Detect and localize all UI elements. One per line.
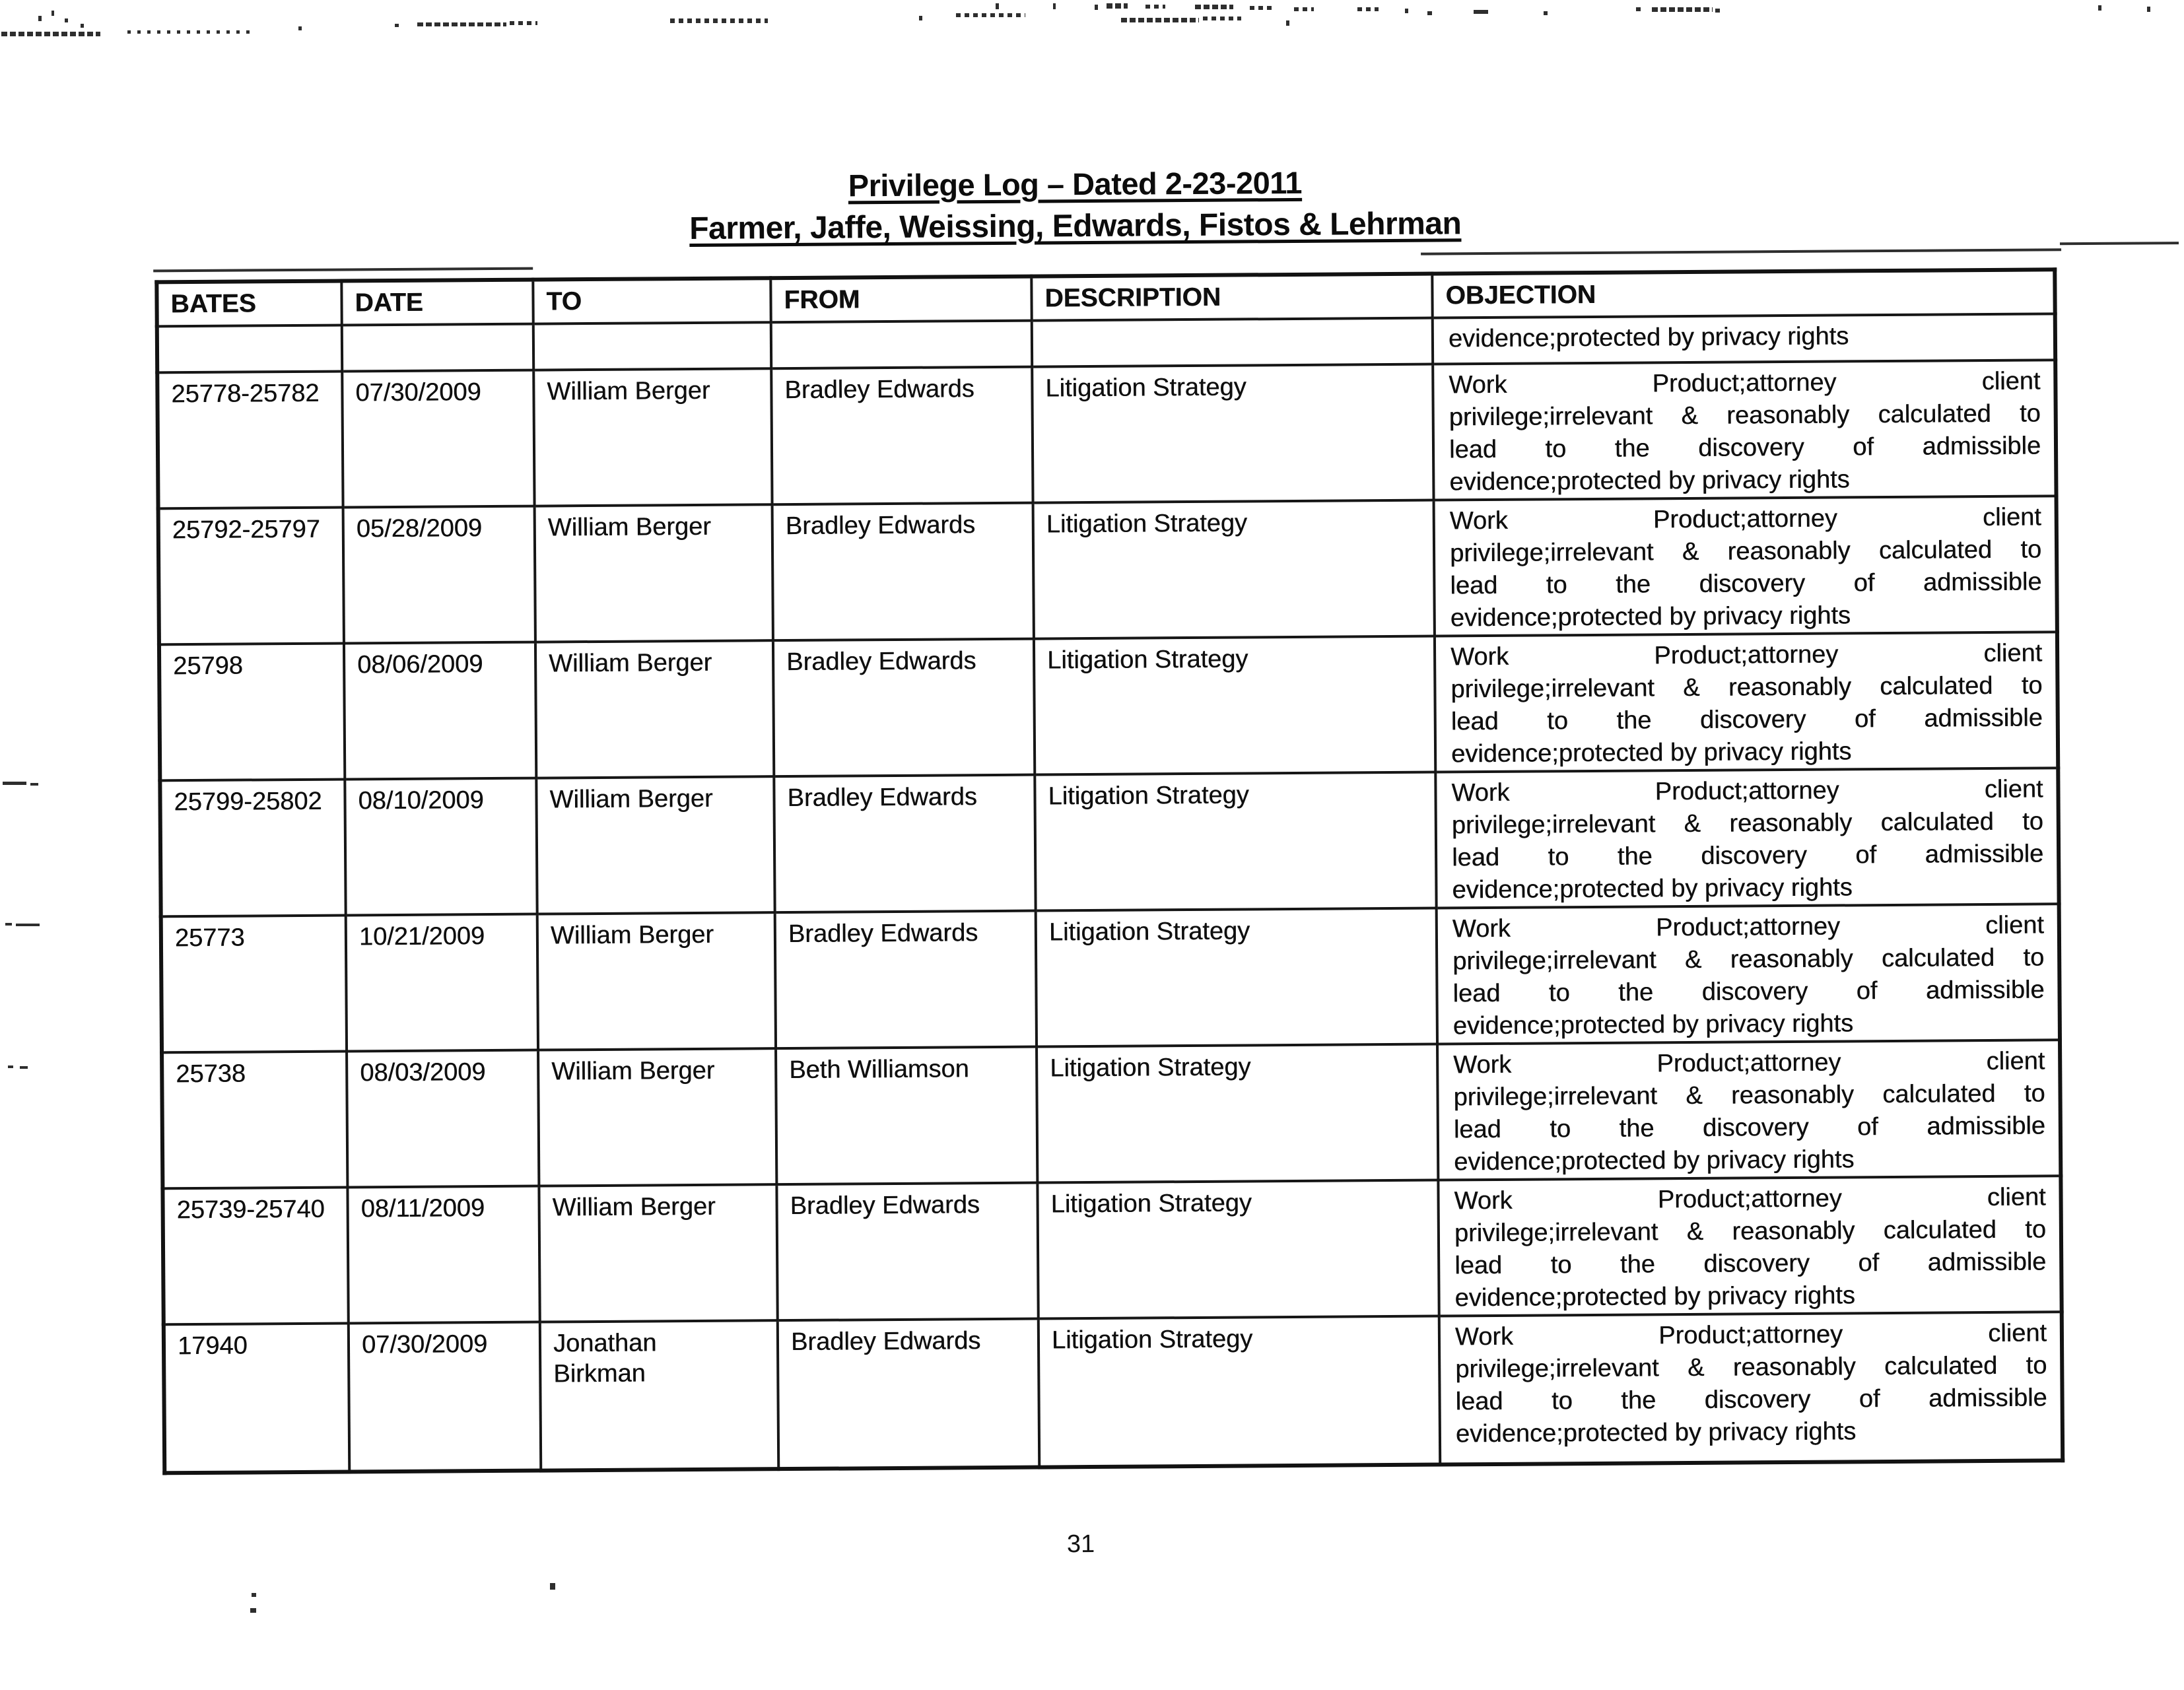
objection-line: evidence;protected by privacy rights: [1449, 465, 1850, 496]
cell-description: [1032, 318, 1433, 367]
objection-line: lead to the discovery of admissible: [1452, 976, 2045, 1008]
objection-line: Work Product;attorney client: [1453, 1047, 2045, 1079]
document-header: [0, 156, 2155, 255]
column-header-from: FROM: [770, 277, 1031, 323]
objection-line: evidence;protected by privacy rights: [1452, 1009, 1854, 1040]
objection-line: Work Product;attorney client: [1450, 639, 2043, 671]
cell-to: Jonathan Birkman: [540, 1320, 778, 1470]
objection-line: evidence;protected by privacy rights: [1448, 322, 1849, 353]
cell-objection: [1435, 768, 2059, 908]
cell-from: Beth Williamson: [776, 1047, 1037, 1185]
column-header-date: DATE: [341, 280, 533, 325]
table-row: [162, 1176, 2061, 1324]
column-header-objection: OBJECTION: [1432, 269, 2055, 318]
cell-description: Litigation Strategy: [1032, 364, 1433, 503]
objection-line: evidence;protected by privacy rights: [1450, 601, 1851, 632]
objection-line: evidence;protected by privacy rights: [1450, 737, 1852, 768]
objection-line: lead to the discovery of admissible: [1452, 840, 2044, 872]
table-row: [164, 1312, 2063, 1473]
objection-line: privilege;irrelevant & reasonably calculated to: [1453, 1079, 2045, 1112]
objection-line: evidence;protected by privacy rights: [1454, 1281, 1855, 1312]
cell-date: 08/10/2009: [345, 778, 537, 916]
privilege-log-table: [154, 267, 2065, 1475]
cell-date: [342, 324, 533, 372]
objection-line: Work Product;attorney client: [1454, 1319, 2047, 1351]
column-header-to: TO: [533, 278, 770, 323]
table-row: [161, 904, 2060, 1052]
cell-to: William Berger: [536, 776, 774, 914]
table-row: [160, 768, 2059, 916]
cell-bates: 25792-25797: [158, 508, 344, 645]
cell-bates: 25773: [161, 915, 347, 1052]
cell-from: Bradley Edwards: [774, 775, 1035, 913]
cell-objection: [1437, 1040, 2061, 1180]
scan-artifact: [1421, 248, 2061, 255]
objection-line: privilege;irrelevant & reasonably calculated to: [1449, 399, 2041, 432]
objection-line: lead to the discovery of admissible: [1450, 704, 2043, 736]
table-row: [159, 632, 2058, 780]
cell-objection: [1438, 1176, 2061, 1316]
objection-line: Work Product;attorney client: [1449, 367, 2041, 399]
cell-description: Litigation Strategy: [1039, 1316, 1440, 1468]
cell-bates: 25778-25782: [157, 372, 343, 509]
cell-date: 05/28/2009: [343, 506, 535, 644]
cell-from: Bradley Edwards: [771, 367, 1033, 505]
objection-line: privilege;irrelevant & reasonably calculated to: [1452, 943, 2045, 976]
cell-from: [771, 321, 1032, 369]
table-row: [157, 360, 2056, 508]
column-header-bates: BATES: [156, 281, 341, 327]
cell-description: Litigation Strategy: [1037, 1180, 1439, 1319]
objection-line: Work Product;attorney client: [1452, 911, 2044, 943]
objection-line: evidence;protected by privacy rights: [1454, 1145, 1855, 1176]
cell-description: Litigation Strategy: [1035, 772, 1436, 911]
cell-to: William Berger: [539, 1184, 777, 1322]
cell-objection: [1433, 314, 2055, 364]
cell-objection: [1434, 496, 2057, 636]
objection-line: lead to the discovery of admissible: [1454, 1248, 2047, 1280]
cell-to: William Berger: [538, 1048, 776, 1186]
cell-date: 10/21/2009: [346, 914, 538, 1052]
cell-to: [533, 322, 771, 370]
cell-from: Bradley Edwards: [775, 911, 1037, 1049]
objection-line: privilege;irrelevant & reasonably calculated to: [1451, 807, 2043, 840]
cell-objection: [1435, 632, 2058, 772]
page-subtitle: Farmer, Jaffe, Weissing, Edwards, Fistos & Lehrman: [689, 206, 1462, 247]
objection-line: privilege;irrelevant & reasonably calculated to: [1455, 1351, 2047, 1384]
cell-date: 08/03/2009: [347, 1050, 539, 1188]
cell-description: Litigation Strategy: [1033, 500, 1435, 639]
objection-line: lead to the discovery of admissible: [1453, 1112, 2045, 1144]
objection-line: Work Product;attorney client: [1454, 1183, 2046, 1215]
table-row: [162, 1040, 2061, 1188]
cell-from: Bradley Edwards: [772, 503, 1034, 641]
cell-bates: 17940: [164, 1323, 349, 1473]
objection-line: evidence;protected by privacy rights: [1455, 1417, 1857, 1448]
objection-line: evidence;protected by privacy rights: [1452, 873, 1853, 904]
cell-bates: 25738: [162, 1051, 347, 1188]
cell-to: William Berger: [533, 368, 772, 506]
cell-objection: [1433, 360, 2056, 500]
table-row: [158, 496, 2057, 644]
cell-from: Bradley Edwards: [773, 639, 1035, 777]
objection-line: lead to the discovery of admissible: [1450, 568, 2042, 600]
objection-line: Work Product;attorney client: [1449, 503, 2041, 535]
cell-to: William Berger: [537, 912, 776, 1050]
cell-description: Litigation Strategy: [1036, 908, 1437, 1047]
column-header-description: DESCRIPTION: [1031, 274, 1432, 321]
cell-bates: 25739-25740: [162, 1187, 348, 1324]
page-title: Privilege Log – Dated 2-23-2011: [848, 164, 1303, 203]
cell-description: Litigation Strategy: [1034, 636, 1435, 775]
objection-line: privilege;irrelevant & reasonably calculated to: [1450, 671, 2043, 704]
objection-line: privilege;irrelevant & reasonably calculated to: [1454, 1215, 2047, 1248]
cell-bates: 25798: [159, 644, 345, 781]
cell-description: Litigation Strategy: [1037, 1044, 1438, 1183]
cell-date: 07/30/2009: [349, 1322, 541, 1472]
cell-to: William Berger: [535, 640, 774, 778]
cell-date: 08/06/2009: [344, 642, 536, 780]
cell-date: 07/30/2009: [342, 370, 534, 508]
objection-line: lead to the discovery of admissible: [1449, 432, 2041, 464]
cell-objection: [1439, 1312, 2063, 1464]
cell-bates: [157, 325, 342, 373]
objection-line: lead to the discovery of admissible: [1455, 1384, 2047, 1416]
scan-artifact: [153, 267, 533, 273]
cell-objection: [1437, 904, 2060, 1044]
objection-line: Work Product;attorney client: [1451, 775, 2043, 807]
cell-from: Bradley Edwards: [776, 1183, 1038, 1321]
cell-bates: 25799-25802: [160, 780, 345, 917]
cell-to: William Berger: [535, 504, 773, 642]
objection-line: privilege;irrelevant & reasonably calculated to: [1449, 535, 2042, 568]
page-number: 31: [1066, 1530, 1095, 1559]
cell-date: 08/11/2009: [347, 1186, 539, 1324]
scan-artifact: [2060, 242, 2179, 245]
cell-from: Bradley Edwards: [778, 1319, 1039, 1470]
